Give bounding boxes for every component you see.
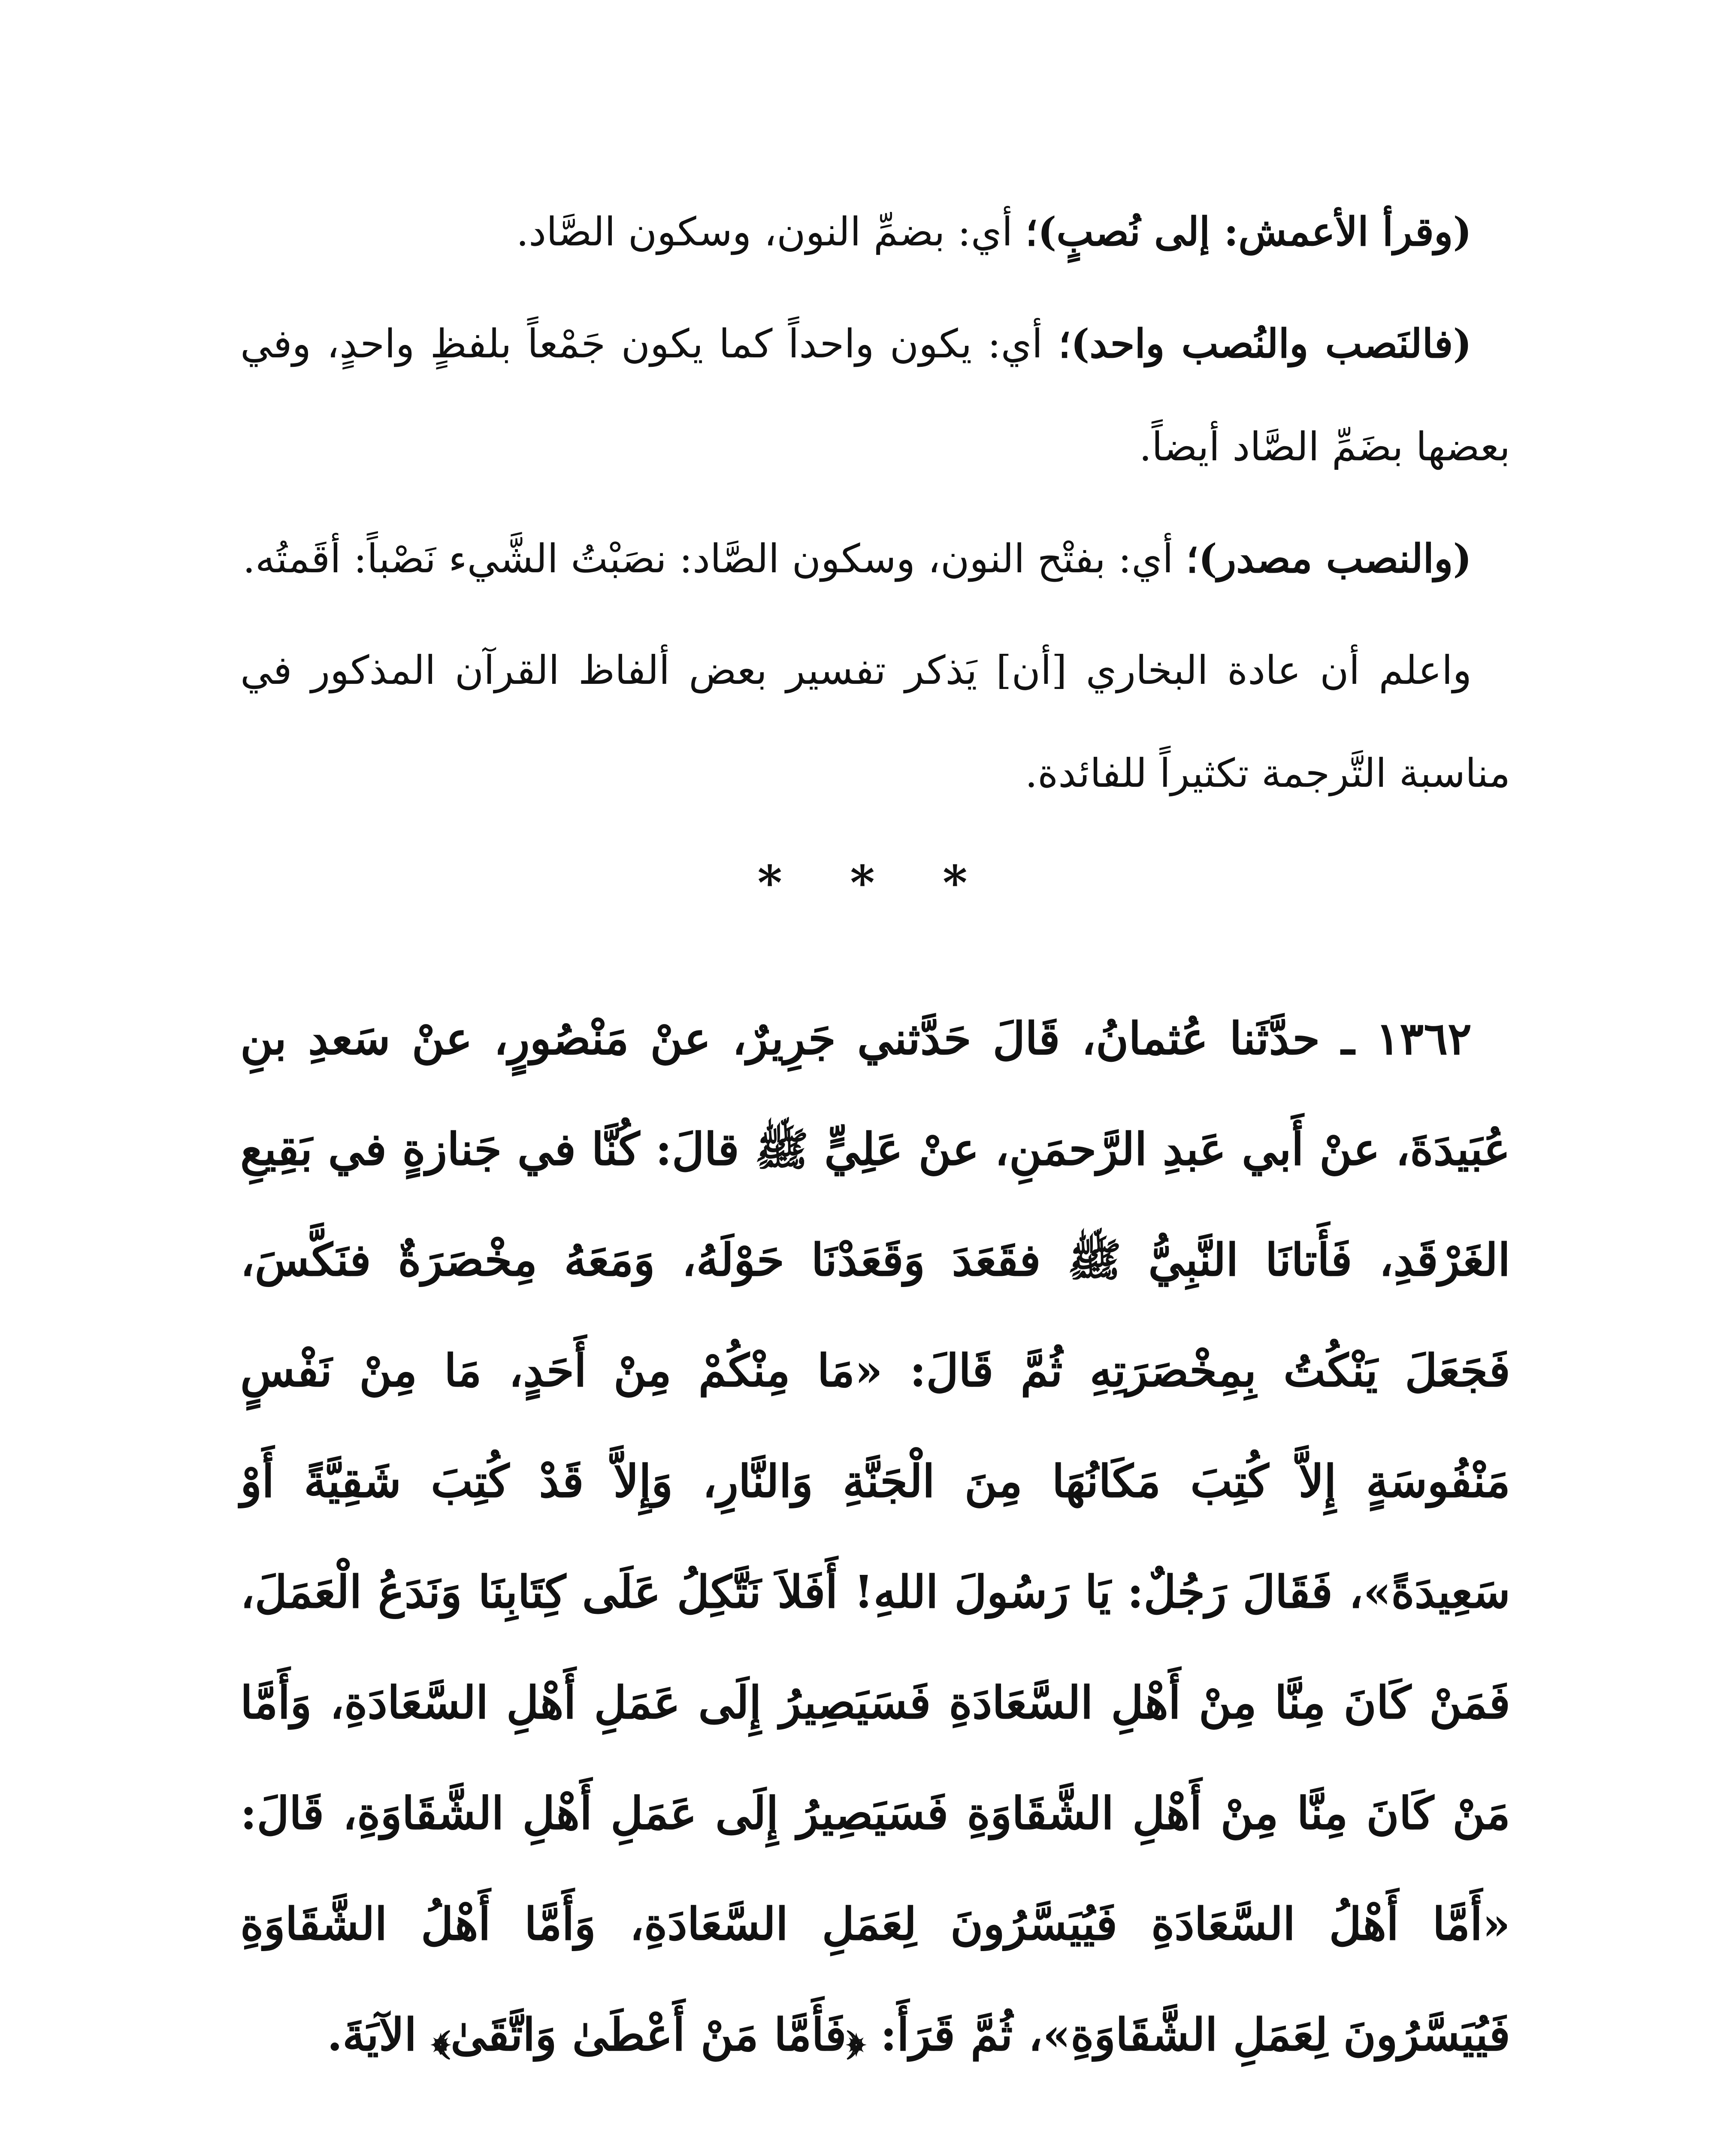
commentary-paragraph-2	[240, 292, 1510, 498]
explanation-text: أي: بفتْح النون، وسكون الصَّاد: نصَبْتُ الشَّيء نَصْباً: أقَمتُه.	[242, 536, 1186, 582]
commentary-section	[240, 180, 1510, 825]
commentary-paragraph-4: واعلم أن عادة البخاري [أن] يَذكر تفسير بعض ألفاظ القرآن المذكور في مناسبة التَّرجمة تكثيراً للفائدة.	[240, 647, 1510, 796]
commentary-paragraph-1	[240, 180, 1510, 284]
explanation-text: أي: بضمِّ النون، وسكون الصَّاد.	[516, 209, 1025, 255]
explanation-text: أي: يكون واحداً كما يكون جَمْعاً بلفظٍ واحدٍ، وفي بعضها بضَمِّ الصَّاد أيضاً.	[240, 321, 1510, 470]
hadith-text: ١٣٦٢ ـ حدَّثَنا عُثمانُ، قَالَ حَدَّثني جَرِيرٌ، عنْ مَنْصُورٍ، عنْ سَعدِ بنِ عُبَيدَةَ، عنْ أَبي عَبدِ الرَّحمَنِ، عنْ عَلِيٍّ ﷺ قالَ: كُنَّا في جَنازةٍ في بَقِيعِ الغَرْقَدِ، فَأَتانَا النَّبِيُّ ﷺ فقَعَدَ وَقَعَدْنَا حَوْلَهُ، وَمَعَهُ مِخْصَرَةٌ فنَكَّسَ، فَجَعَلَ يَنْكُتُ بِمِخْصَرَتِهِ ثُمَّ قَالَ: «مَا مِنْكُمْ مِنْ أَحَدٍ، مَا مِنْ نَفْسٍ مَنْفُوسَةٍ إِلاَّ كُتِبَ مَكَانُهَا مِنَ الْجَنَّةِ وَالنَّارِ، وَإِلاَّ قَدْ كُتِبَ شَقِيَّةً أَوْ سَعِيدَةً»، فَقَالَ رَجُلٌ: يَا رَسُولَ اللهِ! أَفَلاَ نَتَّكِلُ عَلَى كِتَابِنَا وَنَدَعُ الْعَمَلَ، فَمَنْ كَانَ مِنَّا مِنْ أَهْلِ السَّعَادَةِ فَسَيَصِيرُ إِلَى عَمَلِ أَهْلِ السَّعَادَةِ، وَأَمَّا مَنْ كَانَ مِنَّا مِنْ أَهْلِ الشَّقَاوَةِ فَسَيَصِيرُ إِلَى عَمَلِ أَهْلِ الشَّقَاوَةِ، قَالَ: «أَمَّا أَهْلُ السَّعَادَةِ فَيُيَسَّرُونَ لِعَمَلِ السَّعَادَةِ، وَأَمَّا أَهْلُ الشَّقَاوَةِ فَيُيَسَّرُونَ لِعَمَلِ الشَّقَاوَةِ»، ثُمَّ قَرَأَ: ﴿فَأَمَّا مَنْ أَعْطَىٰ وَاتَّقَىٰ﴾ الآيَةَ.	[240, 1012, 1510, 2061]
hadith-section	[240, 983, 1510, 2090]
section-separator: * * *	[757, 855, 993, 910]
commentary-paragraph-3	[240, 507, 1510, 610]
book-page	[240, 180, 1510, 2145]
quoted-phrase: (وقرأ الأعمش: إلى نُصبٍ)؛	[1025, 208, 1472, 255]
quoted-phrase: (والنصب مصدر)؛	[1186, 535, 1472, 582]
quoted-phrase: (فالنَصب والنُصب واحد)؛	[1058, 320, 1472, 367]
